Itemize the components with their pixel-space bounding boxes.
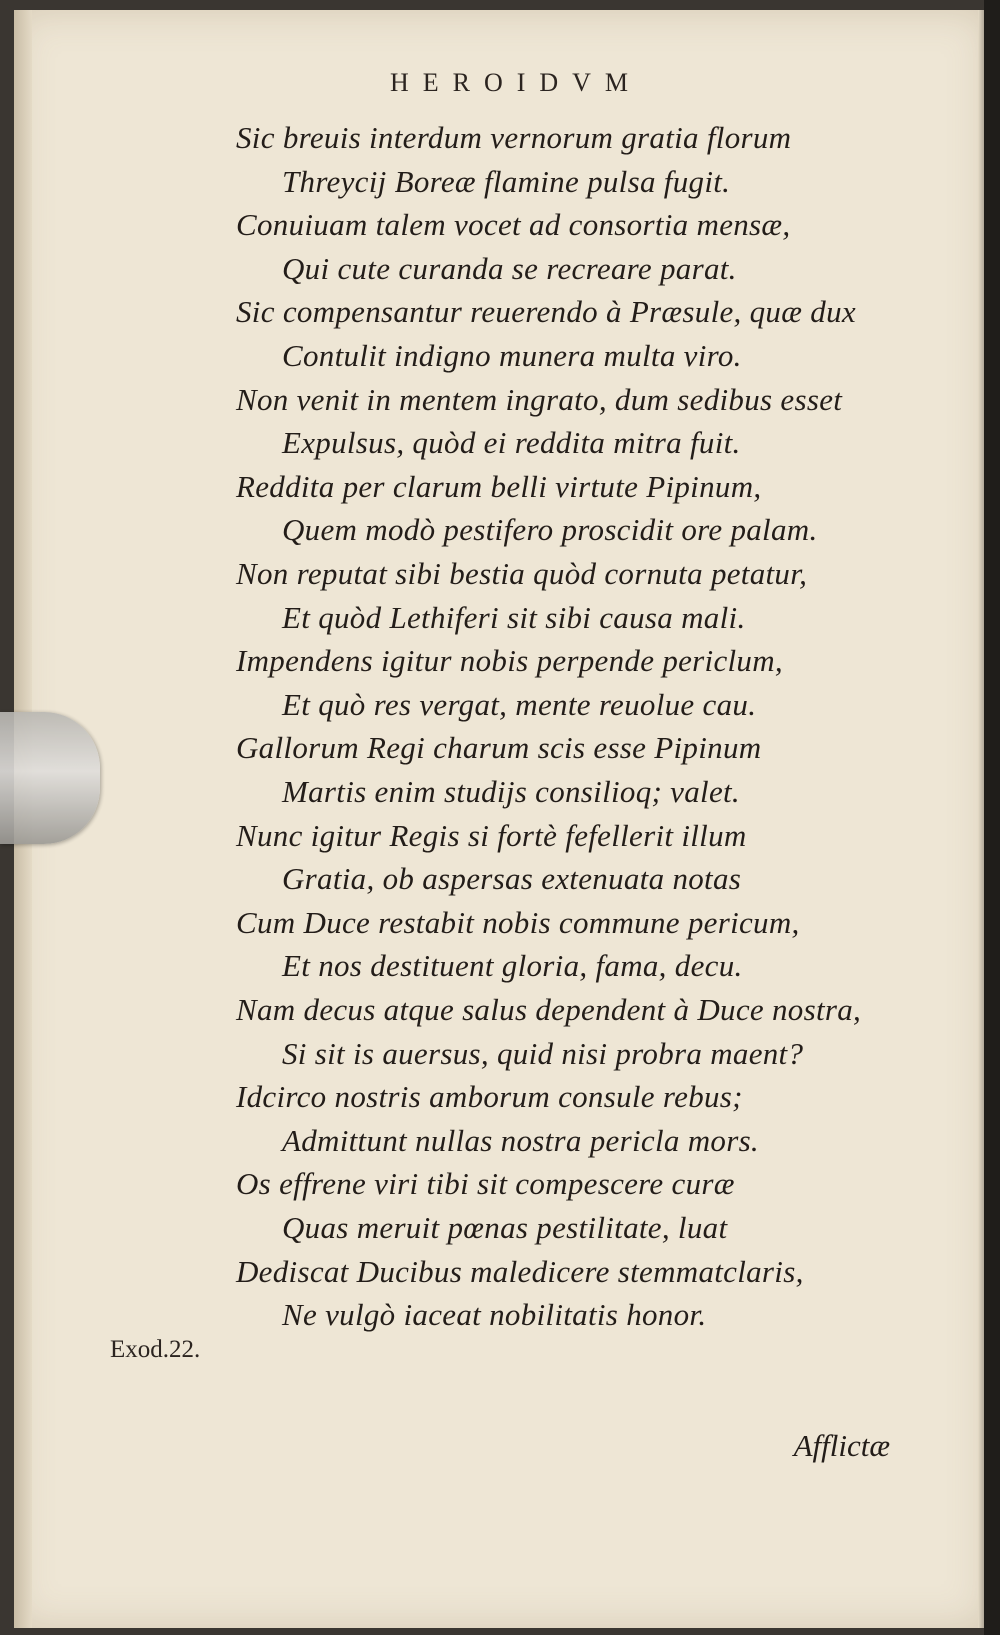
verse-line: Ne vulgò iaceat nobilitatis honor. (282, 1297, 707, 1333)
verse-line: Gratia, ob aspersas extenuata notas (282, 861, 742, 897)
verse-line: Sic breuis interdum vernorum gratia florum (236, 120, 792, 155)
verse-line: Contulit indigno munera multa viro. (282, 338, 742, 373)
verse-line: Quas meruit pœnas pestilitate, luat (282, 1210, 728, 1245)
verse-line: Threycij Boreæ flamine pulsa fugit. (282, 163, 731, 199)
verse-line: Dediscat Ducibus maledicere stemmatclaris, (236, 1253, 804, 1289)
verse-line: Sic compensantur reuerendo à Præsule, quæ dux (236, 294, 856, 330)
verse-line: Admittunt nullas nostra pericla mors. (282, 1122, 759, 1158)
margin-reference: Exod.22. (110, 1336, 201, 1363)
verse-line: Quem modò pestifero proscidit ore palam. (282, 512, 818, 548)
verse-line: Qui cute curanda se recreare parat. (282, 250, 737, 286)
verse-line: Idcirco nostris amborum consule rebus; (236, 1079, 743, 1115)
verse-line: Os effrene viri tibi sit compescere curæ (236, 1166, 735, 1202)
verse-line: Cum Duce restabit nobis commune pericum, (236, 904, 800, 940)
verse-line: Gallorum Regi charum scis esse Pipinum (236, 730, 762, 766)
verse-line: Martis enim studijs consilioq; valet. (282, 774, 740, 809)
verse-line: Impendens igitur nobis perpende periclum, (236, 643, 783, 679)
scan-edge (984, 0, 1000, 1635)
running-header: HEROIDVM (389, 68, 643, 97)
verse-line: Si sit is auersus, quid nisi probra maent? (282, 1035, 804, 1071)
verse-line: Et quòd Lethiferi sit sibi causa mali. (282, 599, 746, 635)
book-page (14, 10, 988, 1628)
verse-line: Non venit in mentem ingrato, dum sedibus esset (236, 381, 843, 417)
verse-line: Nunc igitur Regis si fortè fefellerit illum (236, 817, 747, 853)
verse-line: Expulsus, quòd ei reddita mitra fuit. (282, 425, 741, 461)
page-clip (0, 712, 100, 844)
verse-line: Nam decus atque salus dependent à Duce nostra, (236, 992, 862, 1027)
verse-line: Conuiuam talem vocet ad consortia mensæ, (236, 207, 791, 243)
verse-line: Reddita per clarum belli virtute Pipinum, (236, 468, 762, 504)
verse-line: Non reputat sibi bestia quòd cornuta petatur, (236, 556, 808, 591)
catchword: Afflictæ (793, 1428, 890, 1463)
verse-line: Et quò res vergat, mente reuolue cau. (282, 686, 757, 722)
verse-line: Et nos destituent gloria, fama, decu. (282, 948, 743, 984)
